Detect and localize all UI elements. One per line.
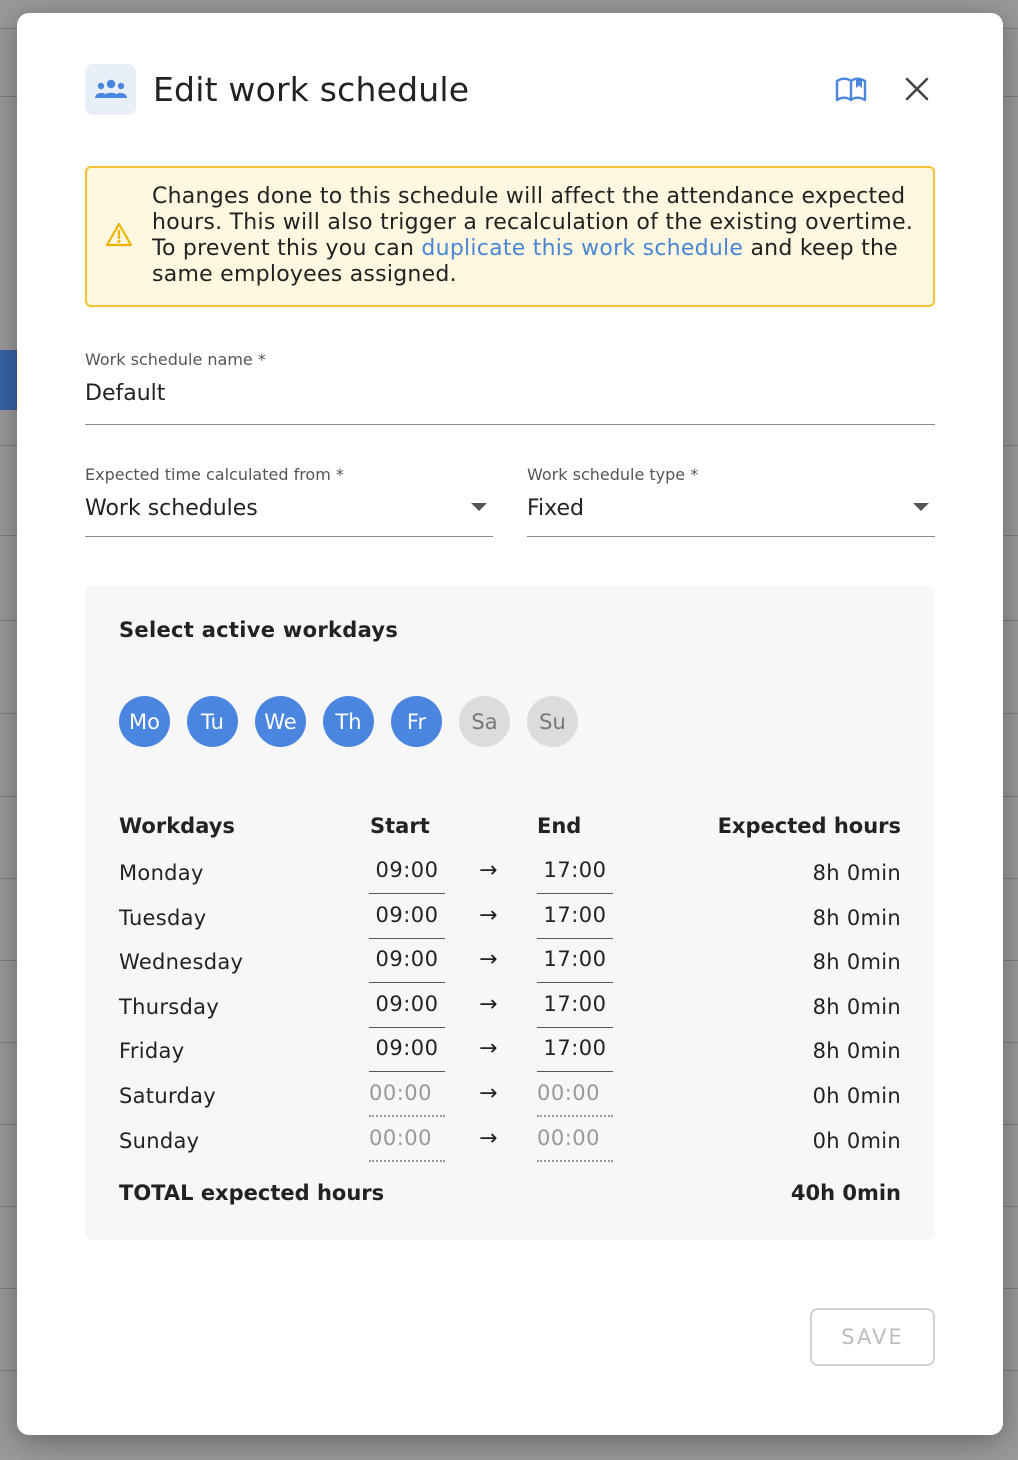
day-toggle-tu[interactable]: Tu <box>187 696 238 747</box>
people-group-icon <box>85 64 136 115</box>
background-button <box>0 350 18 410</box>
expected-time-value[interactable]: Work schedules <box>85 496 258 521</box>
expected-hours-value: 0h 0min <box>812 1128 901 1153</box>
end-time-input[interactable]: 17:00 <box>537 992 613 1028</box>
start-time-input[interactable]: 00:00 <box>369 1126 445 1162</box>
day-toggle-we[interactable]: We <box>255 696 306 747</box>
total-label: TOTAL expected hours <box>119 1181 385 1205</box>
arrow-right-icon: → <box>479 902 498 928</box>
table-row <box>85 902 935 950</box>
schedule-type-select[interactable] <box>527 465 935 537</box>
arrow-right-icon: → <box>479 1125 498 1151</box>
expected-hours-value: 8h 0min <box>812 950 901 975</box>
workdays-title: Select active workdays <box>119 618 399 642</box>
book-icon[interactable] <box>833 71 869 107</box>
arrow-right-icon: → <box>479 1036 498 1062</box>
start-time-input[interactable]: 00:00 <box>369 1081 445 1117</box>
day-toggle-sa[interactable]: Sa <box>459 696 510 747</box>
start-time-input[interactable]: 09:00 <box>369 992 445 1028</box>
save-button[interactable]: SAVE <box>810 1308 935 1366</box>
end-time-input[interactable]: 00:00 <box>537 1081 613 1117</box>
workday-toggles <box>119 696 578 747</box>
table-row <box>85 947 935 994</box>
edit-work-schedule-dialog <box>17 13 1003 1435</box>
start-time-input[interactable]: 09:00 <box>369 903 445 939</box>
warning-text-before: Changes done to this schedule will affect the attendance expected hours. This will also trigger a recalculation of the existing overtime. To prevent this you can <box>152 184 914 261</box>
table-row <box>85 1125 935 1173</box>
end-time-input[interactable]: 00:00 <box>537 1126 613 1162</box>
day-toggle-mo[interactable]: Mo <box>119 696 170 747</box>
workday-name: Tuesday <box>119 905 207 930</box>
day-toggle-th[interactable]: Th <box>323 696 374 747</box>
warning-text <box>152 184 919 288</box>
arrow-right-icon: → <box>479 947 498 973</box>
col-header-end: End <box>537 814 582 838</box>
day-toggle-su[interactable]: Su <box>527 696 578 747</box>
arrow-right-icon: → <box>479 991 498 1017</box>
workdays-panel <box>85 586 935 1240</box>
schedule-type-value[interactable]: Fixed <box>527 496 585 521</box>
start-time-input[interactable]: 09:00 <box>369 858 445 894</box>
expected-time-select[interactable] <box>85 465 493 537</box>
table-row <box>85 991 935 1039</box>
duplicate-schedule-link[interactable]: duplicate this work schedule <box>421 236 744 261</box>
end-time-input[interactable]: 17:00 <box>537 1036 613 1072</box>
caret-down-icon[interactable] <box>471 503 487 511</box>
start-time-input[interactable]: 09:00 <box>369 947 445 983</box>
dialog-header <box>85 63 935 115</box>
start-time-input[interactable]: 09:00 <box>369 1036 445 1072</box>
total-value: 40h 0min <box>790 1181 901 1205</box>
expected-time-label: Expected time calculated from * <box>85 465 344 484</box>
schedule-name-input[interactable]: Default <box>85 381 166 406</box>
expected-hours-value: 8h 0min <box>812 1039 901 1064</box>
arrow-right-icon: → <box>479 1081 498 1106</box>
workday-name: Sunday <box>119 1128 200 1153</box>
warning-text-after: and keep the same employees assigned. <box>152 236 898 287</box>
col-header-expected-hours: Expected hours <box>717 814 901 838</box>
warning-triangle-icon <box>105 222 133 252</box>
warning-banner <box>85 166 935 307</box>
end-time-input[interactable]: 17:00 <box>537 903 613 939</box>
expected-hours-value: 0h 0min <box>812 1084 901 1108</box>
col-header-start: Start <box>370 814 430 838</box>
workday-name: Thursday <box>119 994 220 1019</box>
table-row <box>85 858 935 905</box>
dialog-title: Edit work schedule <box>153 69 470 109</box>
schedule-type-label: Work schedule type * <box>527 465 699 484</box>
schedule-name-label: Work schedule name * <box>85 350 266 369</box>
col-header-workdays: Workdays <box>119 814 235 838</box>
table-row <box>85 1081 935 1128</box>
workday-name: Wednesday <box>119 950 244 975</box>
arrow-right-icon: → <box>479 858 498 883</box>
workday-name: Saturday <box>119 1084 217 1108</box>
expected-hours-value: 8h 0min <box>812 994 901 1019</box>
expected-hours-value: 8h 0min <box>812 905 901 930</box>
workday-name: Monday <box>119 861 204 885</box>
expected-hours-value: 8h 0min <box>812 861 901 885</box>
schedule-name-field[interactable] <box>85 350 935 425</box>
close-icon[interactable] <box>899 71 935 107</box>
day-toggle-fr[interactable]: Fr <box>391 696 442 747</box>
end-time-input[interactable]: 17:00 <box>537 947 613 983</box>
table-row <box>85 1036 935 1083</box>
workday-name: Friday <box>119 1039 185 1064</box>
caret-down-icon[interactable] <box>913 503 929 511</box>
end-time-input[interactable]: 17:00 <box>537 858 613 894</box>
